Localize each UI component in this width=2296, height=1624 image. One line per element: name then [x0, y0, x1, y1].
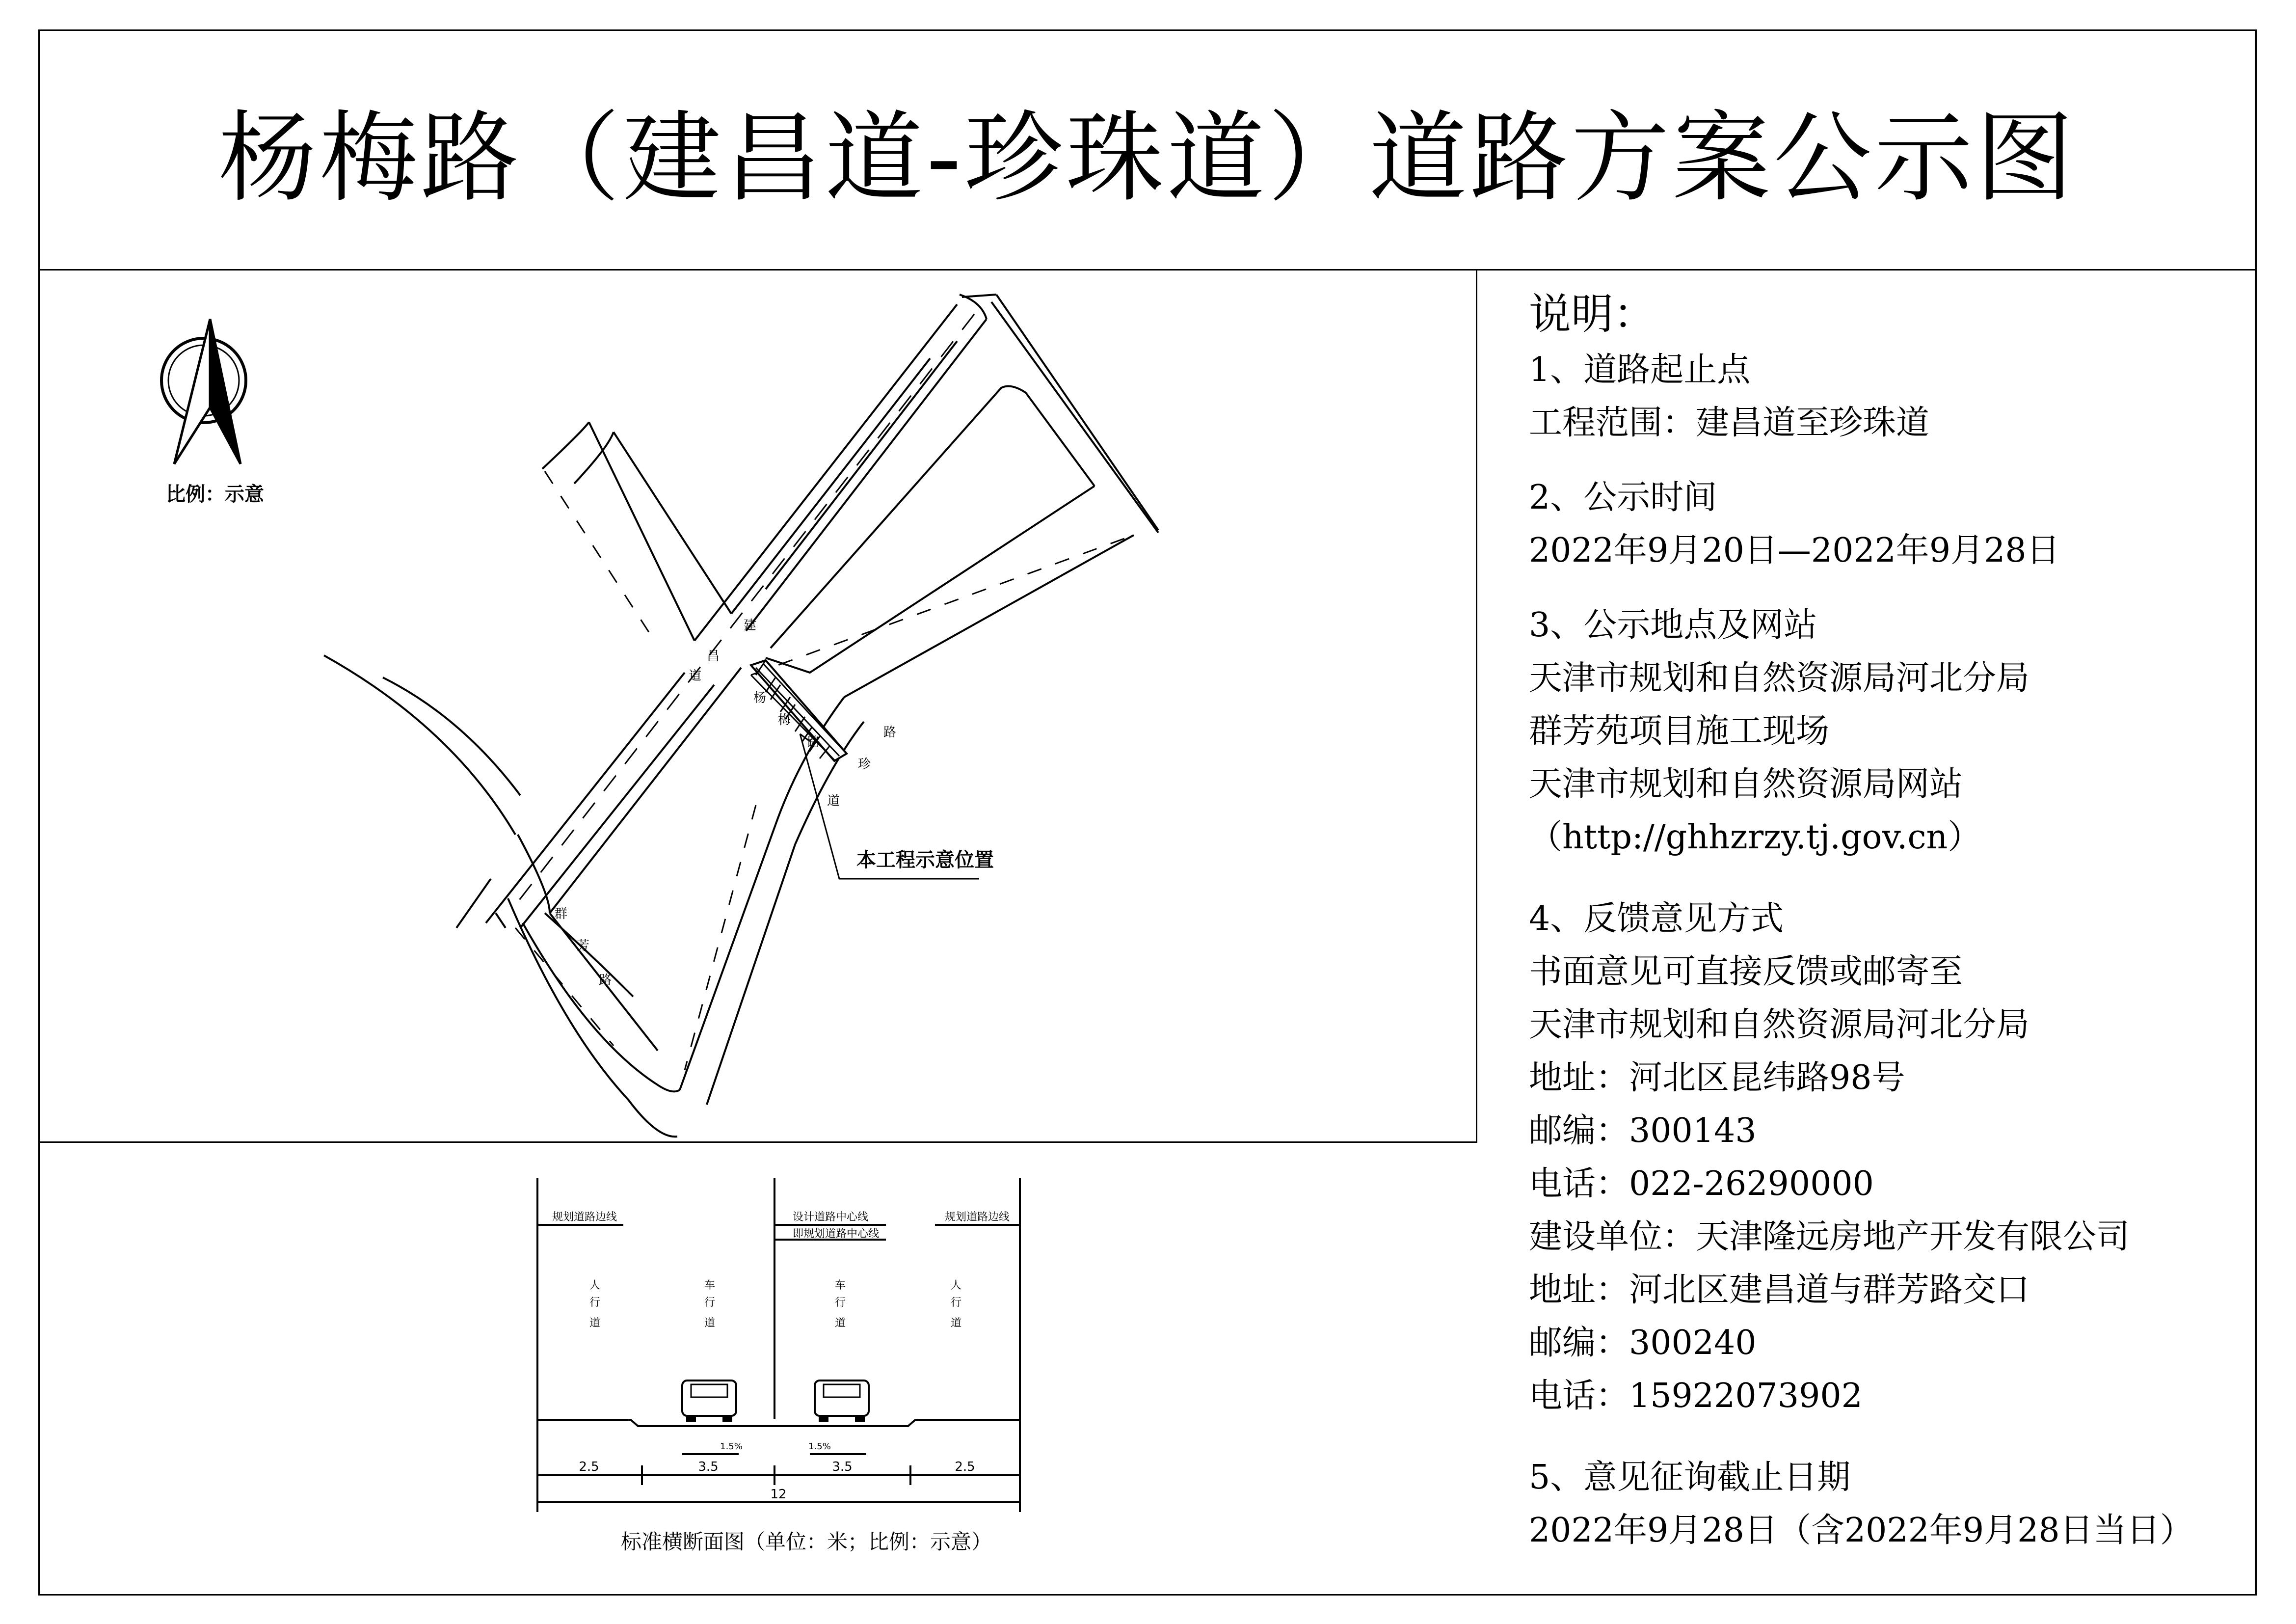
project-location-label: 本工程示意位置 — [856, 849, 994, 871]
road-label-lu: 路 — [807, 735, 821, 750]
notes-s3-line2: 群芳苑项目施工现场 — [1529, 712, 1830, 751]
lane-road-left-3: 道 — [704, 1317, 716, 1329]
road-label-dao: 道 — [689, 669, 702, 683]
notes-s4-line4: 邮编：300143 — [1529, 1111, 1757, 1150]
notes-s4-line5: 电话：022-26290000 — [1529, 1164, 1874, 1203]
notes-s5-line1: 2022年9月28日（含2022年9月28日当日） — [1529, 1511, 2193, 1550]
lane-road-right-2: 行 — [834, 1297, 846, 1309]
road-label-chang: 昌 — [707, 649, 720, 664]
notes-s4-line2: 天津市规划和自然资源局河北分局 — [1529, 1005, 2030, 1044]
lane-sidewalk-right-1: 人 — [950, 1279, 962, 1292]
width-1: 2.5 — [579, 1460, 599, 1474]
notes-s4-line6: 建设单位：天津隆远房地产开发有限公司 — [1529, 1218, 2130, 1256]
road-label-lu-2: 路 — [883, 725, 897, 740]
width-4: 2.5 — [955, 1460, 975, 1474]
right-boundary-label: 规划道路边线 — [945, 1211, 1010, 1223]
road-label-qunfang-lu: 路 — [599, 973, 612, 988]
road-label-qun: 群 — [555, 907, 568, 921]
notes-s4-line7: 地址：河北区建昌道与群芳路交口 — [1529, 1271, 2030, 1309]
notes-panel — [1529, 285, 2255, 1557]
road-label-zhen: 珍 — [858, 757, 871, 772]
lane-road-right-1: 车 — [834, 1279, 846, 1292]
notes-s2-line1: 2022年9月20日—2022年9月28日 — [1529, 531, 2060, 570]
notes-s4-line3: 地址：河北区昆纬路98号 — [1529, 1058, 1905, 1097]
notes-s5-title: 5、意见征询截止日期 — [1529, 1458, 1851, 1497]
notes-s3-title: 3、公示地点及网站 — [1529, 606, 1817, 645]
center-label-1: 设计道路中心线 — [793, 1211, 869, 1223]
road-label-jian: 建 — [744, 618, 757, 633]
lane-road-left-2: 行 — [704, 1297, 716, 1309]
page-title: 杨梅路（建昌道-珍珠道）道路方案公示图 — [218, 101, 2077, 216]
width-2: 3.5 — [698, 1460, 719, 1474]
notes-s2-title: 2、公示时间 — [1529, 478, 1717, 517]
width-3: 3.5 — [832, 1460, 853, 1474]
slope-right: 1.5% — [808, 1441, 831, 1452]
road-label-yang: 杨 — [753, 691, 767, 705]
notes-s4-line1: 书面意见可直接反馈或邮寄至 — [1529, 952, 1963, 991]
lane-sidewalk-left-2: 行 — [589, 1297, 601, 1309]
car-icon-left — [682, 1380, 736, 1422]
notes-s1-line1: 工程范围：建昌道至珍珠道 — [1529, 404, 1930, 442]
notes-s3-line3: 天津市规划和自然资源局网站 — [1529, 765, 1963, 804]
notes-s4-line8: 邮编：300240 — [1529, 1324, 1757, 1362]
road-label-mei: 梅 — [778, 713, 791, 728]
total-width: 12 — [770, 1487, 787, 1502]
notes-s4-title: 4、反馈意见方式 — [1529, 899, 1784, 938]
lane-sidewalk-right-2: 行 — [950, 1297, 962, 1309]
notes-s3-line4: （http://ghhzrzy.tj.gov.cn） — [1529, 818, 1981, 857]
left-boundary-label: 规划道路边线 — [552, 1211, 617, 1223]
lane-sidewalk-left-3: 道 — [589, 1317, 601, 1329]
notes-s3-line1: 天津市规划和自然资源局河北分局 — [1529, 659, 2030, 698]
lane-road-right-3: 道 — [834, 1317, 846, 1329]
road-label-zhen-dao: 道 — [827, 794, 840, 809]
notes-heading: 说明： — [1529, 290, 1655, 339]
notes-s4-line9: 电话：15922073902 — [1529, 1377, 1863, 1415]
scale-label: 比例：示意 — [166, 483, 264, 506]
section-caption: 标准横断面图（单位：米；比例：示意） — [621, 1530, 992, 1554]
lane-sidewalk-left-1: 人 — [589, 1279, 601, 1292]
car-icon-right — [815, 1380, 869, 1422]
slope-left: 1.5% — [720, 1441, 743, 1452]
lane-sidewalk-right-3: 道 — [950, 1317, 962, 1329]
lane-road-left-1: 车 — [704, 1279, 716, 1292]
road-label-fang: 芳 — [577, 939, 590, 953]
center-label-2: 即规划道路中心线 — [793, 1228, 880, 1240]
notes-s1-title: 1、道路起止点 — [1529, 351, 1751, 389]
